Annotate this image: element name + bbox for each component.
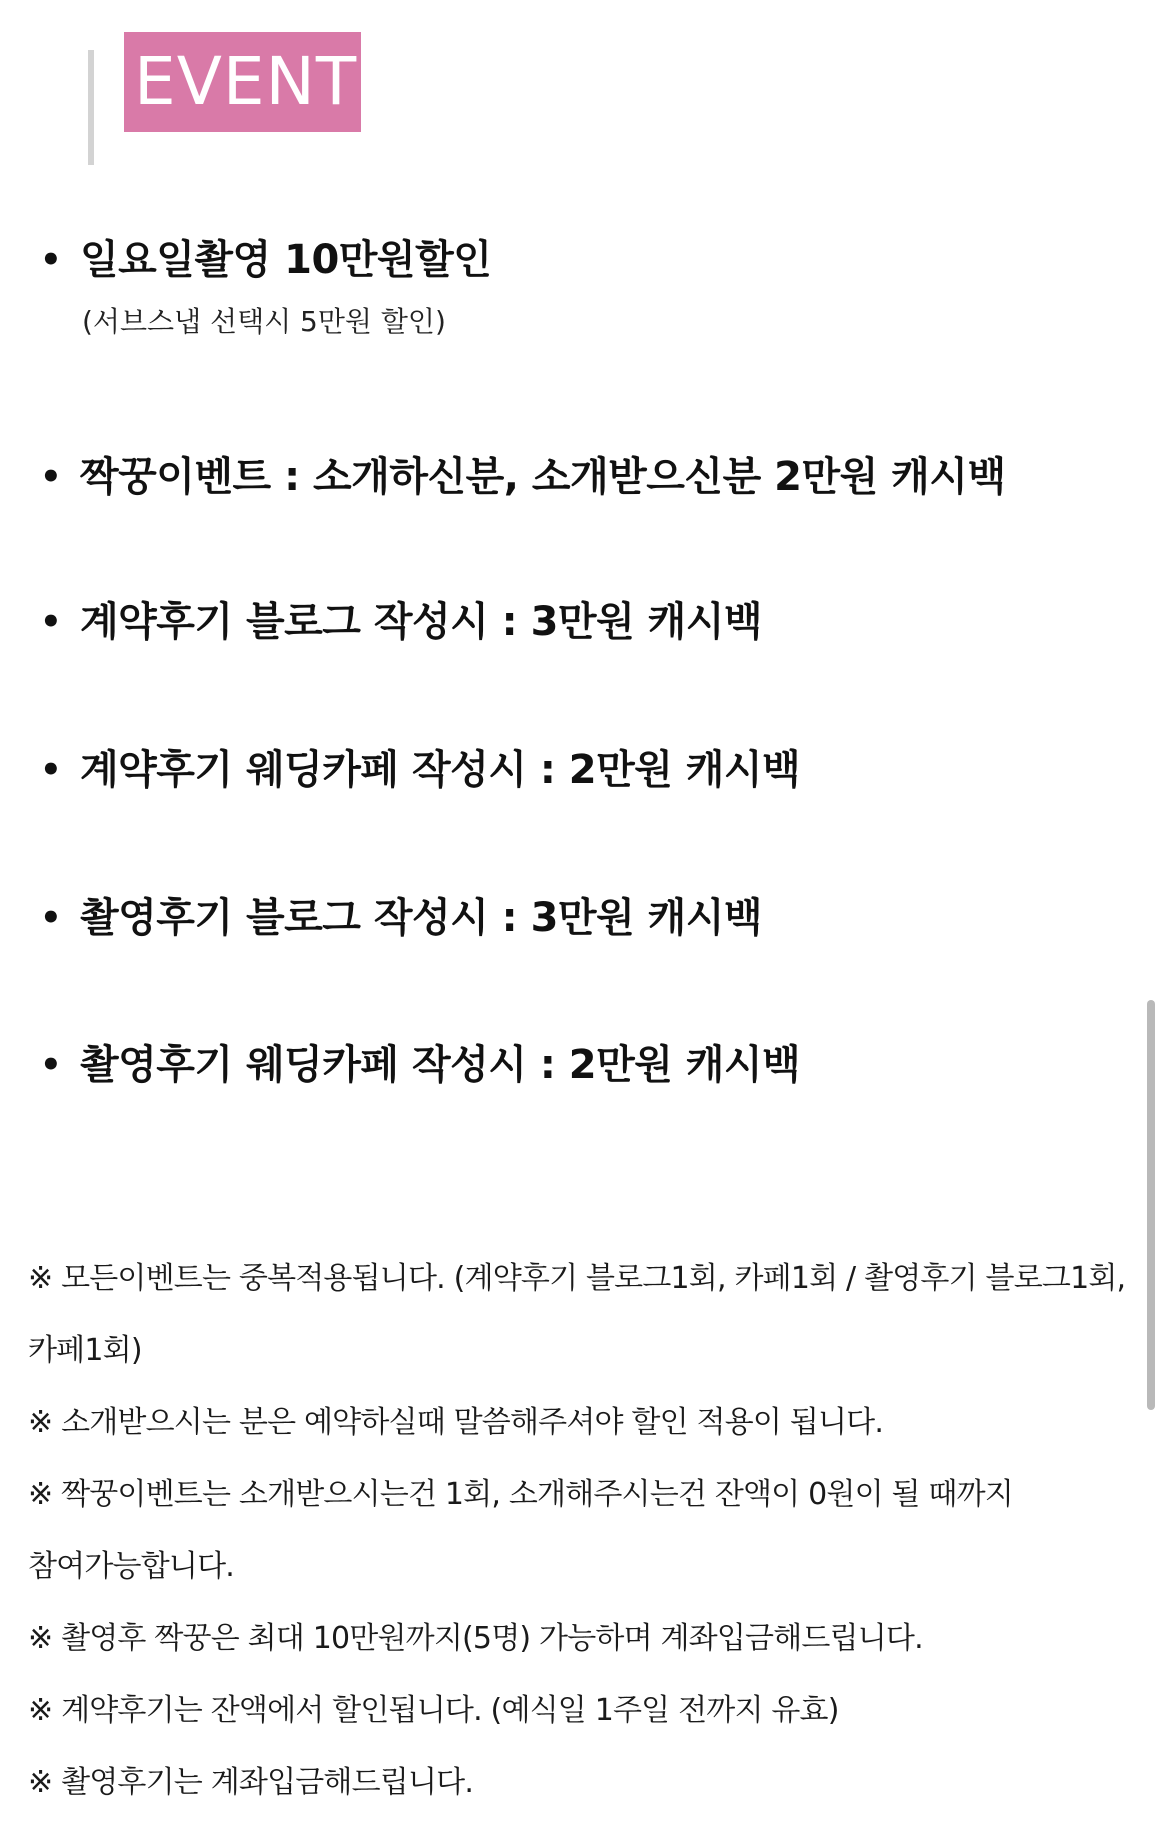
event-item-text: 짝꿍이벤트 : 소개하신분, 소개받으신분 2만원 캐시백	[80, 454, 1006, 500]
event-item-text: 일요일촬영 10만원할인	[80, 237, 492, 283]
note-duplicate-apply: ※ 모든이벤트는 중복적용됩니다. (계약후기 블로그1회, 카페1회 / 촬영후기 블로그1회, 카페1회)	[28, 1261, 1126, 1368]
event-item-text: 계약후기 웨딩카페 작성시 : 2만원 캐시백	[80, 747, 801, 793]
bullet-icon: •	[40, 750, 62, 790]
bullet-icon: •	[40, 457, 62, 497]
bullet-icon: •	[40, 898, 62, 938]
bullet-icon: •	[40, 240, 62, 280]
event-item-text: 촬영후기 웨딩카페 작성시 : 2만원 캐시백	[80, 1042, 801, 1088]
event-item-subtext: (서브스냅 선택시 5만원 할인)	[82, 305, 446, 338]
note-shoot-referral: ※ 촬영후 짝꿍은 최대 10만원까지(5명) 가능하며 계좌입금해드립니다.	[28, 1621, 923, 1656]
event-item-text: 계약후기 블로그 작성시 : 3만원 캐시백	[80, 599, 763, 645]
bullet-icon: •	[40, 602, 62, 642]
header-accent-bar	[88, 50, 94, 165]
note-referral-notice: ※ 소개받으시는 분은 예약하실때 말씀해주셔야 할인 적용이 됩니다.	[28, 1405, 884, 1440]
event-badge: EVENT	[124, 32, 361, 132]
notes-section	[28, 1243, 1138, 1819]
event-item-text: 촬영후기 블로그 작성시 : 3만원 캐시백	[80, 895, 763, 941]
note-referral-limit: ※ 짝꿍이벤트는 소개받으시는건 1회, 소개해주시는건 잔액이 0원이 될 때까지 참여가능합니다.	[28, 1477, 1013, 1584]
note-shoot-review: ※ 촬영후기는 계좌입금해드립니다.	[28, 1765, 474, 1800]
bullet-icon: •	[40, 1045, 62, 1085]
scrollbar-thumb[interactable]	[1147, 1000, 1155, 1410]
note-contract-review: ※ 계약후기는 잔액에서 할인됩니다. (예식일 1주일 전까지 유효)	[28, 1693, 839, 1728]
